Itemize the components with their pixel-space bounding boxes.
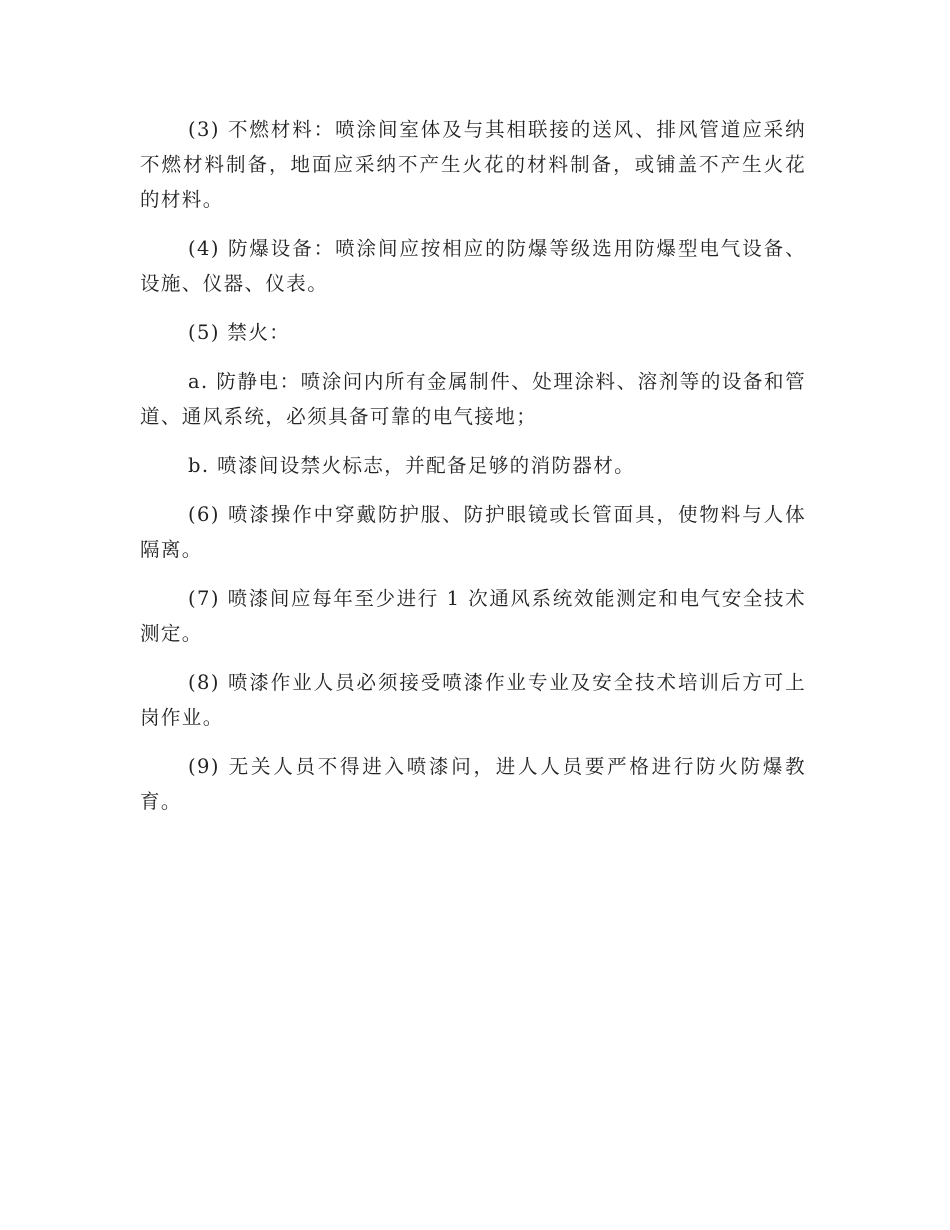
paragraph-non-combustible-materials: (3) 不燃材料：喷涂间室体及与其相联接的送风、排风管道应采纳不燃材料制备，地面应采纳不产生火花的材料制备，或铺盖不产生火花的材料。 xyxy=(140,118,806,211)
document-body xyxy=(140,112,806,833)
paragraph-explosion-proof-equipment: (4) 防爆设备：喷涂间应按相应的防爆等级选用防爆型电气设备、设施、仪器、仪表。 xyxy=(140,237,806,295)
paragraph-protective-gear: (6) 喷漆操作中穿戴防护服、防护眼镜或长管面具，使物料与人体隔离。 xyxy=(140,503,806,561)
paragraph-annual-testing: (7) 喷漆间应每年至少进行 1 次通风系统效能测定和电气安全技术测定。 xyxy=(140,587,806,645)
paragraph-anti-static: a. 防静电：喷涂问内所有金属制件、处理涂料、溶剂等的设备和管道、通风系统，必须具备可靠的电气接地； xyxy=(140,370,806,428)
paragraph-fire-prohibition: (5) 禁火： xyxy=(188,321,291,344)
paragraph-fire-signs: b. 喷漆间设禁火标志，并配备足够的消防器材。 xyxy=(188,454,636,477)
paragraph-unauthorized-entry: (9) 无关人员不得进入喷漆问，进人人员要严格进行防火防爆教育。 xyxy=(140,755,806,813)
paragraph-worker-training: (8) 喷漆作业人员必须接受喷漆作业专业及安全技术培训后方可上岗作业。 xyxy=(140,671,806,729)
